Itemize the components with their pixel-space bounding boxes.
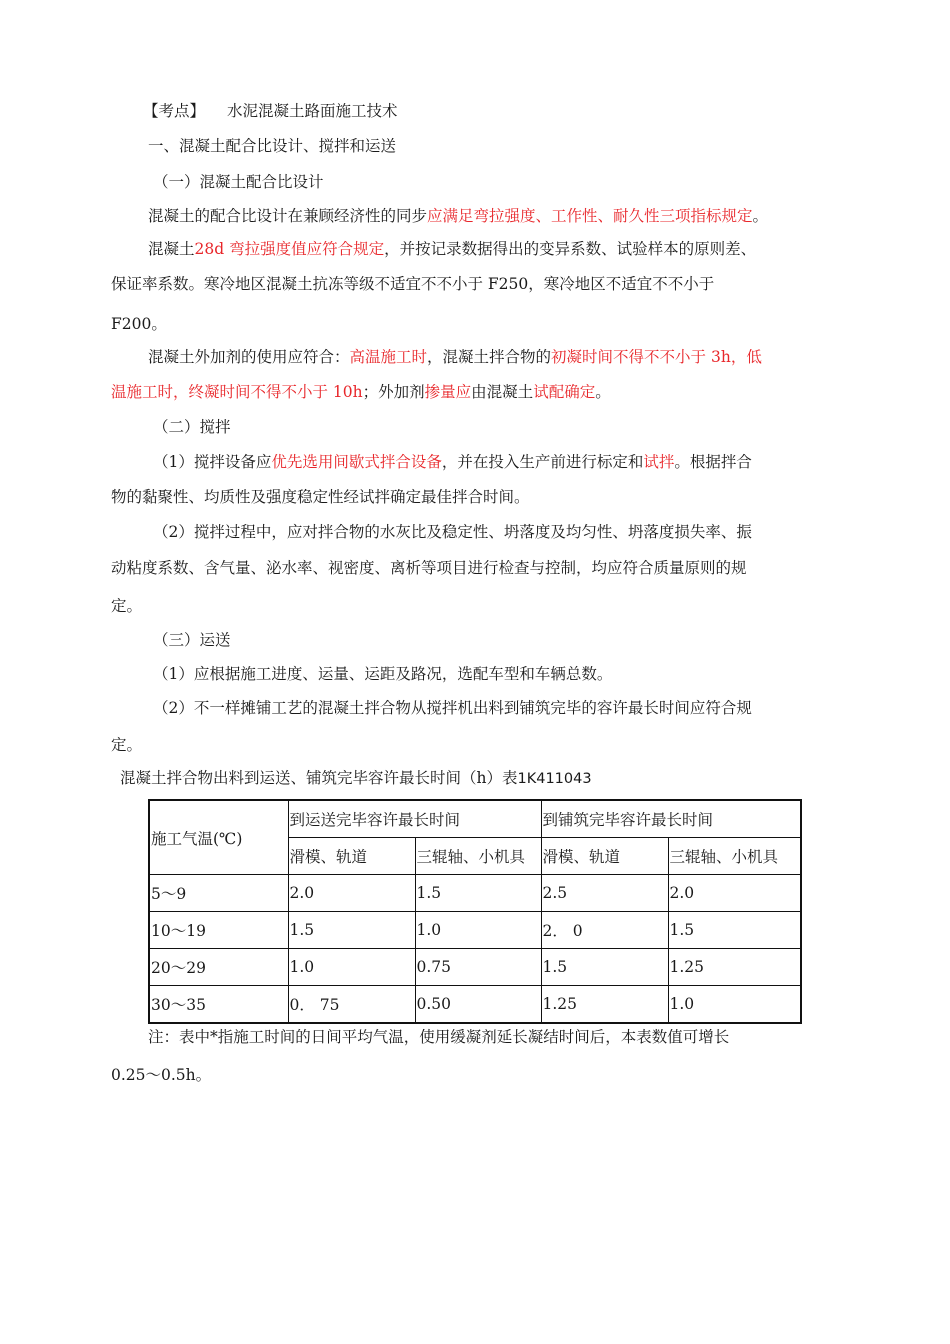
topic-tag: 【考点】 — [143, 102, 206, 120]
paragraph-mix-design: 混凝土的配合比设计在兼顾经济性的同步应满足弯拉强度、工作性、耐久性三项指标规定。 — [148, 207, 769, 225]
table-cell: 1.5 — [668, 912, 801, 949]
paragraph-flexural-strength-2: 保证率系数。寒冷地区混凝土抗冻等级不适宜不不小于 F250，寒冷地区不适宜不不小于 — [111, 275, 715, 293]
table-cell: 20～29 — [149, 949, 288, 986]
paragraph-admixture-1: 混凝土外加剂的使用应符合：高温施工时，混凝土拌合物的初凝时间不得不不小于 3h，低 — [148, 348, 762, 366]
table-cell: 10～19 — [149, 912, 288, 949]
subheader-slipform-rail-1: 滑模、轨道 — [288, 838, 415, 875]
paragraph-transport-1: （1）应根据施工进度、运量、运距及路况，选配车型和车辆总数。 — [153, 665, 613, 683]
table-cell: 1.0 — [415, 912, 541, 949]
table-cell: 1.25 — [541, 986, 668, 1024]
table-cell: 1.5 — [288, 912, 415, 949]
subheader-roller-small-1: 三辊轴、小机具 — [415, 838, 541, 875]
paragraph-flexural-strength-3: F200。 — [111, 315, 167, 333]
table-cell: 1.25 — [668, 949, 801, 986]
subsection-3-heading: （三）运送 — [153, 631, 231, 649]
table-cell: 1.5 — [415, 875, 541, 912]
table-caption: 混凝土拌合物出料到运送、铺筑完毕容许最长时间（h）表1K411043 — [120, 769, 592, 787]
table-cell: 1.0 — [668, 986, 801, 1024]
table-row — [149, 875, 801, 912]
subsection-2-heading: （二）搅拌 — [153, 418, 231, 436]
paragraph-flexural-strength-1: 混凝土28d 弯拉强度值应符合规定，并按记录数据得出的变异系数、试验样本的原则差、 — [148, 240, 757, 258]
section-1-heading: 一、混凝土配合比设计、搅拌和运送 — [148, 137, 397, 155]
table-cell: 5～9 — [149, 875, 288, 912]
table-header-row — [149, 800, 801, 838]
topic-title: 水泥混凝土路面施工技术 — [227, 102, 398, 120]
table-cell: 1.0 — [288, 949, 415, 986]
paragraph-mixing-process-1: （2）搅拌过程中，应对拌合物的水灰比及稳定性、坍落度及均匀性、坍落度损失率、振 — [153, 523, 752, 541]
header-temperature: 施工气温(℃) — [149, 800, 288, 875]
header-paving-group: 到铺筑完毕容许最长时间 — [541, 800, 801, 838]
table-row — [149, 912, 801, 949]
paragraph-transport-3: 定。 — [111, 736, 143, 754]
table-cell: 2.0 — [668, 875, 801, 912]
table-cell: 2.0 — [288, 875, 415, 912]
table-row — [149, 949, 801, 986]
paragraph-admixture-2: 温施工时，终凝时间不得不小于 10h；外加剂掺量应由混凝土试配确定。 — [111, 383, 611, 401]
paragraph-transport-2: （2）不一样摊铺工艺的混凝土拌合物从搅拌机出料到铺筑完毕的容许最长时间应符合规 — [153, 699, 752, 717]
paragraph-mixing-1: （1）搅拌设备应优先选用间歇式拌合设备，并在投入生产前进行标定和试拌。根据拌合 — [153, 453, 752, 471]
table-cell: 0． 75 — [288, 986, 415, 1024]
table-cell: 1.5 — [541, 949, 668, 986]
time-limit-table — [148, 799, 802, 1024]
table-cell: 0.75 — [415, 949, 541, 986]
paragraph-mixing-process-3: 定。 — [111, 597, 143, 615]
paragraph-mixing-2: 物的黏聚性、均质性及强度稳定性经试拌确定最佳拌合时间。 — [111, 488, 530, 506]
topic-heading — [143, 101, 398, 121]
table-cell: 30～35 — [149, 986, 288, 1024]
table-note-1: 注：表中*指施工时间的日间平均气温，使用缓凝剂延长凝结时间后，本表数值可增长 — [148, 1028, 730, 1046]
subheader-roller-small-2: 三辊轴、小机具 — [668, 838, 801, 875]
table-row — [149, 986, 801, 1024]
subheader-slipform-rail-2: 滑模、轨道 — [541, 838, 668, 875]
table-cell: 0.50 — [415, 986, 541, 1024]
subsection-1-heading: （一）混凝土配合比设计 — [153, 173, 324, 191]
table-cell: 2.5 — [541, 875, 668, 912]
header-transport-group: 到运送完毕容许最长时间 — [288, 800, 541, 838]
paragraph-mixing-process-2: 动粘度系数、含气量、泌水率、视密度、离析等项目进行检查与控制，均应符合质量原则的规 — [111, 559, 747, 577]
table-note-2: 0.25～0.5h。 — [111, 1066, 212, 1084]
table-cell: 2． 0 — [541, 912, 668, 949]
